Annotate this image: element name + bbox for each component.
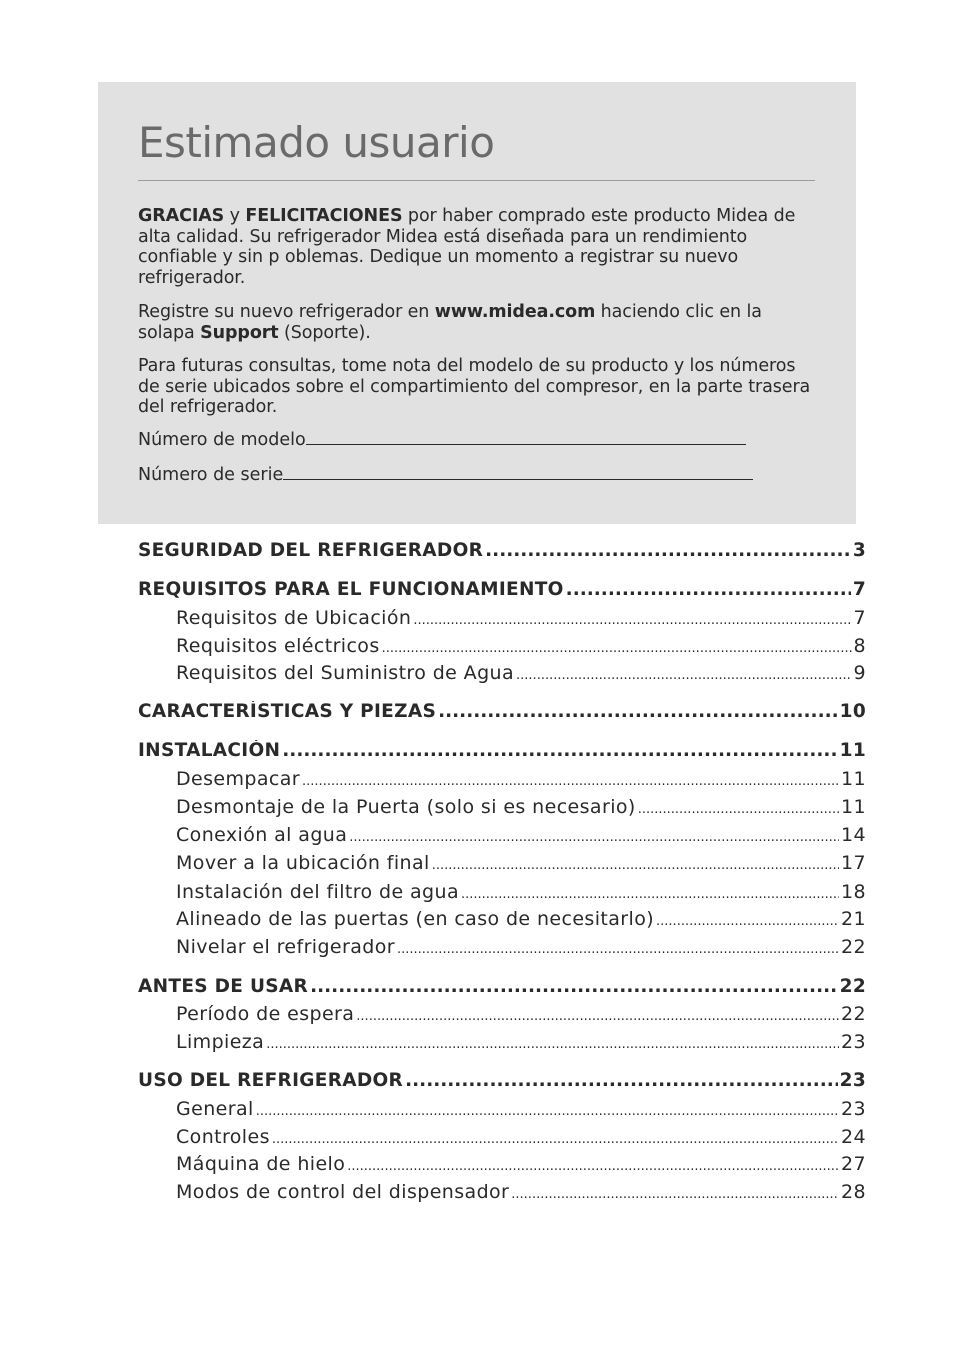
register-text-3: (Soporte). bbox=[278, 322, 371, 343]
thanks-text-2: por haber comprado este producto Midea de alta calidad. Su refrigerador Midea está diseñada para un rendimiento confiable y sin p oblemas. Dedique un momento a registrar su nuevo refrigerador. bbox=[138, 206, 796, 288]
toc-leader bbox=[302, 768, 839, 790]
toc-page: 22 bbox=[841, 1003, 866, 1025]
toc-page: 27 bbox=[841, 1153, 866, 1175]
toc-label: Modos de control del dispensador bbox=[176, 1181, 510, 1203]
toc-entry[interactable] bbox=[176, 1003, 866, 1025]
support-tab-label: Support bbox=[200, 322, 279, 343]
toc-entry[interactable] bbox=[176, 908, 866, 930]
toc-leader bbox=[256, 1098, 839, 1120]
toc-label: ANTES DE USAR bbox=[138, 976, 309, 997]
toc-page: 11 bbox=[841, 796, 866, 818]
toc-leader bbox=[272, 1126, 839, 1148]
toc-page: 10 bbox=[839, 701, 866, 722]
register-text-2: haciendo clic en la solapa bbox=[138, 302, 762, 343]
serial-number-field bbox=[138, 465, 753, 485]
toc-page: 23 bbox=[841, 1098, 866, 1120]
toc-page: 7 bbox=[853, 607, 866, 629]
toc-label: Desempacar bbox=[176, 768, 301, 790]
toc-page: 17 bbox=[841, 852, 866, 874]
toc-leader bbox=[405, 1070, 838, 1091]
congrats-bold: FELICITACIONES bbox=[245, 206, 403, 226]
toc-label: Conexión al agua bbox=[176, 824, 348, 846]
toc-page: 11 bbox=[839, 740, 866, 761]
intro-box bbox=[98, 82, 856, 524]
toc-entry[interactable] bbox=[176, 936, 866, 958]
toc-page: 9 bbox=[853, 662, 866, 684]
toc-entry[interactable] bbox=[176, 635, 866, 657]
toc-entry[interactable] bbox=[176, 1031, 866, 1053]
toc-page: 22 bbox=[841, 936, 866, 958]
toc-entry[interactable] bbox=[176, 796, 866, 818]
toc-page: 23 bbox=[841, 1031, 866, 1053]
toc-entry[interactable] bbox=[176, 607, 866, 629]
toc-leader bbox=[310, 976, 838, 997]
toc-entry[interactable] bbox=[176, 1181, 866, 1203]
toc-label: Mover a la ubicación final bbox=[176, 852, 430, 874]
toc-entry[interactable] bbox=[138, 540, 866, 561]
toc-leader bbox=[438, 701, 838, 722]
toc-label: REQUISITOS PARA EL FUNCIONAMIENTO bbox=[138, 579, 564, 600]
toc-label: Requisitos eléctricos bbox=[176, 635, 380, 657]
toc-page: 24 bbox=[841, 1126, 866, 1148]
toc-entry[interactable] bbox=[138, 579, 866, 600]
reference-paragraph: Para futuras consultas, tome nota del modelo de su producto y los números de serie ubicados sobre el compartimiento del compresor, en la parte trasera del refrigerador. bbox=[138, 356, 811, 417]
model-number-label: Número de modelo bbox=[138, 430, 306, 450]
toc-leader bbox=[282, 740, 837, 761]
toc-label: Instalación del filtro de agua bbox=[176, 881, 459, 903]
toc-entry[interactable] bbox=[176, 768, 866, 790]
toc-entry[interactable] bbox=[138, 740, 866, 761]
toc-page: 22 bbox=[839, 976, 866, 997]
toc-label: Período de espera bbox=[176, 1003, 355, 1025]
toc-entry[interactable] bbox=[176, 1098, 866, 1120]
toc-label: Nivelar el refrigerador bbox=[176, 936, 395, 958]
serial-number-line bbox=[283, 465, 753, 480]
toc-page: 8 bbox=[853, 635, 866, 657]
toc-label: Limpieza bbox=[176, 1031, 265, 1053]
toc-entry[interactable] bbox=[176, 852, 866, 874]
toc-label: Requisitos de Ubicación bbox=[176, 607, 412, 629]
toc-leader bbox=[347, 1153, 839, 1175]
toc-entry[interactable] bbox=[176, 662, 866, 684]
toc-page: 21 bbox=[841, 908, 866, 930]
website-link[interactable]: www.midea.com bbox=[434, 302, 596, 322]
toc-label: Requisitos del Suministro de Agua bbox=[176, 662, 515, 684]
toc-entry[interactable] bbox=[138, 976, 866, 997]
toc-label: General bbox=[176, 1098, 254, 1120]
thanks-text-1: y bbox=[224, 206, 246, 226]
thanks-paragraph bbox=[138, 206, 813, 288]
toc-label: INSTALACIÓN bbox=[138, 740, 281, 761]
toc-entry[interactable] bbox=[176, 824, 866, 846]
toc-leader bbox=[413, 607, 851, 629]
toc-entry[interactable] bbox=[138, 701, 866, 722]
register-paragraph bbox=[138, 302, 813, 343]
toc-label: Controles bbox=[176, 1126, 270, 1148]
toc-leader bbox=[356, 1003, 839, 1025]
toc-leader bbox=[266, 1031, 839, 1053]
toc-leader bbox=[432, 852, 839, 874]
toc-page: 14 bbox=[841, 824, 866, 846]
register-text-1: Registre su nuevo refrigerador en bbox=[138, 302, 435, 322]
toc-leader bbox=[516, 662, 851, 684]
toc-leader bbox=[638, 796, 839, 818]
toc-leader bbox=[397, 936, 839, 958]
page-title: Estimado usuario bbox=[138, 118, 495, 167]
toc-entry[interactable] bbox=[176, 881, 866, 903]
serial-number-label: Número de serie bbox=[138, 465, 284, 485]
toc-leader bbox=[485, 540, 851, 561]
toc-page: 28 bbox=[841, 1181, 866, 1203]
toc-label: USO DEL REFRIGERADOR bbox=[138, 1070, 404, 1091]
toc-leader bbox=[511, 1181, 839, 1203]
toc-label: Desmontaje de la Puerta (solo si es necesario) bbox=[176, 796, 636, 818]
toc-label: Alineado de las puertas (en caso de necesitarlo) bbox=[176, 908, 655, 930]
model-number-line bbox=[306, 430, 746, 445]
thanks-bold: GRACIAS bbox=[138, 206, 225, 226]
toc-leader bbox=[349, 824, 839, 846]
toc-page: 23 bbox=[839, 1070, 866, 1091]
toc-label: SEGURIDAD DEL REFRIGERADOR bbox=[138, 540, 484, 561]
toc-leader bbox=[382, 635, 852, 657]
toc-page: 11 bbox=[841, 768, 866, 790]
toc-leader bbox=[656, 908, 839, 930]
toc-page: 7 bbox=[852, 579, 866, 600]
toc-label: Máquina de hielo bbox=[176, 1153, 346, 1175]
toc-leader bbox=[566, 579, 851, 600]
toc-label: CARACTERÍSTICAS Y PIEZAS bbox=[138, 701, 437, 722]
toc-entry[interactable] bbox=[138, 1070, 866, 1091]
toc-leader bbox=[461, 881, 839, 903]
toc-entry[interactable] bbox=[176, 1126, 866, 1148]
toc-page: 18 bbox=[841, 881, 866, 903]
model-number-field bbox=[138, 430, 746, 450]
toc-entry[interactable] bbox=[176, 1153, 866, 1175]
toc-page: 3 bbox=[852, 540, 866, 561]
title-divider bbox=[138, 180, 815, 181]
